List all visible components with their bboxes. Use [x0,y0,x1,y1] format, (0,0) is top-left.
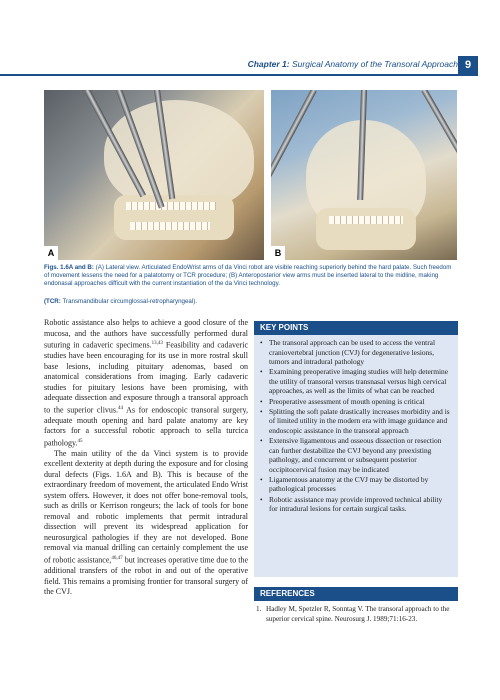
figure-panel-b [271,90,457,260]
list-item: • Ligamentous anatomy at the CVJ may be distorted by pathological processes [260,475,452,494]
list-item: • The transoral approach can be used to access the ventral craniovertebral junction (CVJ) for degenerative lesions, tumors and intradural pathology [260,338,452,367]
jaw-shape [316,208,416,250]
chapter-label: Chapter 1: [247,59,290,69]
list-item: • Examining preoperative imaging studies will help determine the utility of transoral versus transnasal versus high cervical approaches, as well as the limits of what can be reached [260,367,452,396]
list-item: • Preoperative assessment of mouth opening is critical [260,397,452,407]
list-item: • Extensive ligamentous and osseous dissection or resection can further destabilize the CVJ beyond any preexisting pathology, and concurrent or subsequent posterior occipitocervical fusion may be indicated [260,436,452,474]
list-item: • Splitting the soft palate drastically increases morbidity and is of limited utility in the modern era with image guidance and endoscopic assistance in the transoral approach [260,407,452,436]
panel-label-b: B [271,246,285,260]
header-rule [0,74,478,76]
body-text [44,318,248,598]
teeth-lower [130,222,210,230]
teeth-upper [329,216,403,224]
running-header [0,56,500,78]
panel-label-a: A [44,246,58,260]
citation: 45 [77,438,83,444]
citation: 13,43 [151,341,163,346]
paragraph: The main utility of the da Vinci system is to provide excellent dexterity at depth during the exposure and for closing dural defects (Figs. 1.6A and B). This is because of the extraordinary freedom of movement, the articulated Endo Wrist system offers. However, it does not offer bone-removal tools, such as drills or Kerrison rongeurs; the lack of tools for bone removal and robotic implements that permit intradural dissection will prevent its widespread application for neurosurgical pathologies if they are not developed. Bone removal via manual drilling can certainly complement the use of robotic assistance,$^{46,47}$ but increases operative time due to the additional transfers of the robot in and out of the operative field. This remains a promising frontier for transoral surgery of the CVJ. [44,448,249,597]
paragraph: Robotic assistance also helps to achieve a good closure of the mucosa, and the authors have successfully performed dural suturing in cadaveric specimens.$^{13,43}$ Feasibility and cadaveric studies have been encouraging for its use in more rostral skull base lesions, including pituitary adenomas, based on anatomical considerations from imaging. Early cadaveric studies for pituitary lesions have been promising, with adequate dissection and exposure through a transoral approach to the superior clivus.$^{44}$ As for endoscopic transoral surgery, adequate mouth opening and hard palate anatomy are key factors for a successful robotic approach to sella turcica pathology.$^{45}$ [44,318,248,448]
citation: 44 [118,405,124,411]
citation: 46,47 [111,555,123,561]
caption-id: Figs. 1.6A and B: [44,264,94,271]
chapter-title-text: Surgical Anatomy of the Transoral Approach [292,59,458,69]
page-number: 9 [458,56,478,74]
abbreviation-note [44,298,197,305]
reference-item [256,605,458,624]
teeth-upper [126,202,216,210]
abbreviation-label: (TCR: [44,298,61,305]
reference-number: 1. [256,605,262,613]
reference-text: Hadley M, Spetzler R, Sonntag V. The transoral approach to the superior cervical spine. Neurosurg J. 1989;71:16-23. [266,605,450,623]
references-list [256,605,458,624]
references-title: REFERENCES [254,587,458,601]
robot-arm [421,90,457,195]
figure-panel-a [44,90,264,260]
chapter-title [248,59,458,69]
key-points-box [254,335,458,577]
caption-text: (A) Lateral view. Articulated EndoWrist arms of da Vinci robot are visible reaching superiorly behind the hard palate. Such freedom of movement lessens the need for a palatotomy or TCR procedure; (B) Anteroposterior view arms must be inserted lateral to the midline, making endonasal approaches difficult with the current instantiation of the da Vinci technology. [44,264,452,287]
key-points-title: KEY POINTS [254,321,458,335]
figure-caption [44,264,458,288]
key-points-list [260,338,452,514]
abbreviation-text: Transmandibular circumglossal-retropharyngeal). [62,298,198,305]
list-item: • Robotic assistance may provide improved technical ability for intradural lesions for certain surgical tasks. [260,495,452,514]
